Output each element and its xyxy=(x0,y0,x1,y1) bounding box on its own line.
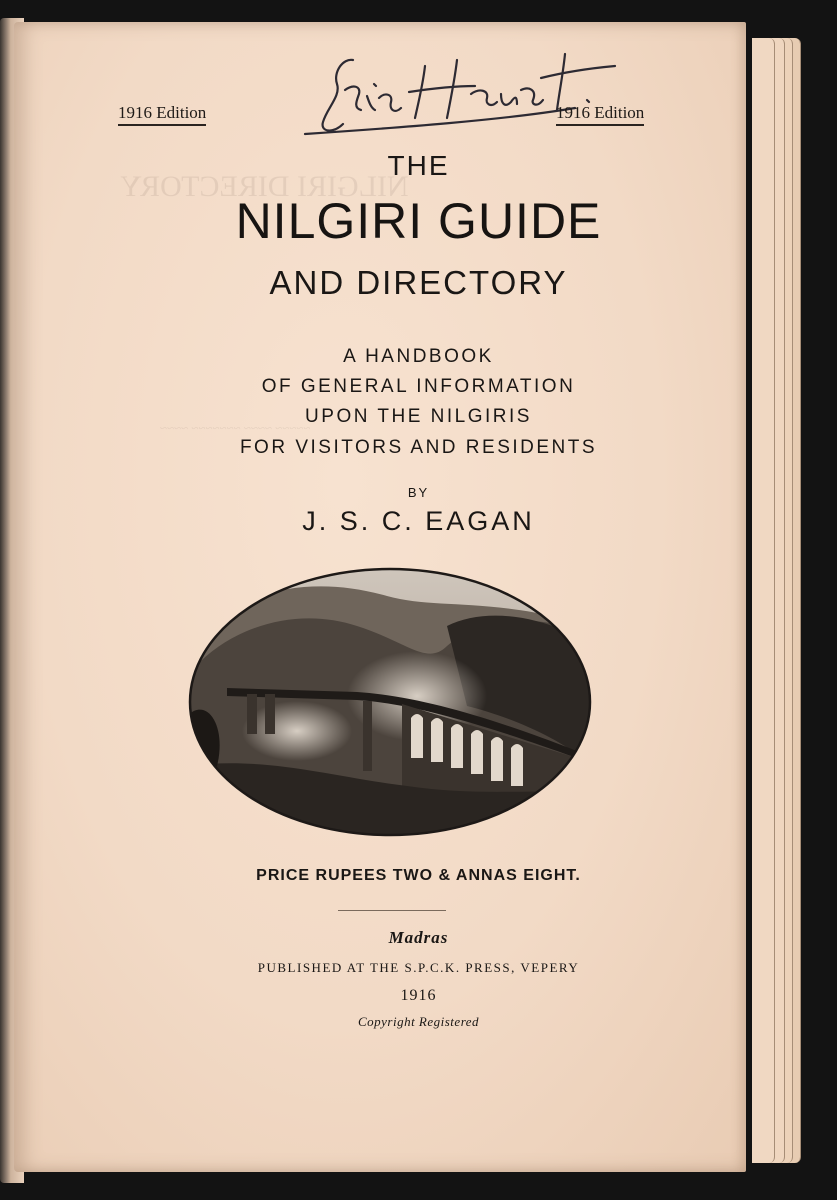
by-label: BY xyxy=(407,485,430,500)
publication-year: 1916 xyxy=(400,987,437,1004)
viaduct-photograph xyxy=(187,566,593,838)
description-line: OF GENERAL INFORMATION xyxy=(261,376,576,397)
divider-rule xyxy=(338,910,446,911)
description-line: FOR VISITORS AND RESIDENTS xyxy=(239,437,598,458)
handwritten-signature xyxy=(275,38,635,148)
description-line: A HANDBOOK xyxy=(343,346,494,367)
title-the: THE xyxy=(387,150,450,181)
author-name: J. S. C. EAGAN xyxy=(302,506,535,536)
description-line: UPON THE NILGIRIS xyxy=(305,406,532,427)
copyright-notice: Copyright Registered xyxy=(357,1014,480,1029)
book-subtitle: AND DIRECTORY xyxy=(269,264,568,301)
edition-label-right: 1916 Edition xyxy=(556,103,644,126)
bleed-through-text: ~~~~~ ~~~~ ~~~~~~~ ~~~~ xyxy=(160,420,311,435)
edition-label-left: 1916 Edition xyxy=(118,103,206,126)
price-line: PRICE RUPEES TWO & ANNAS EIGHT. xyxy=(256,867,581,884)
book-title: NILGIRI GUIDE xyxy=(235,193,602,249)
bleed-through-text: NILGIRI DIRECTORY xyxy=(120,170,409,203)
publication-place: Madras xyxy=(388,928,449,947)
publisher-line: PUBLISHED AT THE S.P.C.K. PRESS, VEPERY xyxy=(257,960,580,975)
